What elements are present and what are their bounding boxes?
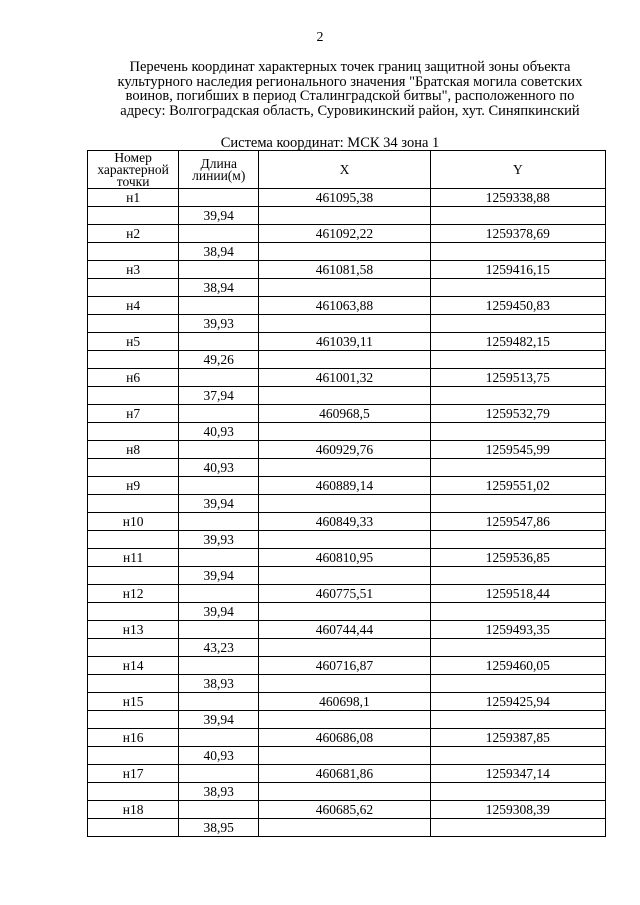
x-empty-cell: [259, 567, 430, 585]
table-row-length: [88, 387, 606, 405]
length-empty-cell: [179, 405, 259, 423]
point-id-cell: н3: [88, 261, 179, 279]
y-empty-cell: [430, 639, 605, 657]
table-row-length: [88, 459, 606, 477]
point-id-cell: н17: [88, 765, 179, 783]
header-text: точки: [116, 173, 150, 189]
y-empty-cell: [430, 567, 605, 585]
point-id-cell: н13: [88, 621, 179, 639]
header-x: X: [259, 151, 430, 189]
table-row-point: [88, 729, 606, 747]
line-length-cell: 38,93: [179, 783, 259, 801]
x-coordinate-cell: 460849,33: [259, 513, 430, 531]
y-empty-cell: [430, 495, 605, 513]
y-coordinate-cell: 1259547,86: [430, 513, 605, 531]
length-empty-cell: [179, 585, 259, 603]
length-empty-cell: [179, 261, 259, 279]
length-empty-cell: [179, 441, 259, 459]
point-empty-cell: [88, 243, 179, 261]
y-coordinate-cell: 1259493,35: [430, 621, 605, 639]
y-empty-cell: [430, 243, 605, 261]
table-row-point: [88, 693, 606, 711]
table-row-length: [88, 711, 606, 729]
table-row-length: [88, 315, 606, 333]
header-text: Длина: [200, 155, 237, 171]
line-length-cell: 43,23: [179, 639, 259, 657]
coordinate-system-caption: Система координат: МСК 34 зона 1: [220, 135, 440, 151]
point-empty-cell: [88, 639, 179, 657]
x-empty-cell: [259, 783, 430, 801]
point-empty-cell: [88, 423, 179, 441]
table-row-point: [88, 225, 606, 243]
x-empty-cell: [259, 387, 430, 405]
line-length-cell: 39,94: [179, 495, 259, 513]
table-row-point: [88, 189, 606, 207]
table-row-length: [88, 675, 606, 693]
y-empty-cell: [430, 315, 605, 333]
point-empty-cell: [88, 603, 179, 621]
length-empty-cell: [179, 801, 259, 819]
length-empty-cell: [179, 189, 259, 207]
line-length-cell: 38,94: [179, 243, 259, 261]
line-length-cell: 40,93: [179, 459, 259, 477]
table-row-length: [88, 531, 606, 549]
y-empty-cell: [430, 783, 605, 801]
x-empty-cell: [259, 207, 430, 225]
header-y: Y: [430, 151, 605, 189]
table-row-length: [88, 747, 606, 765]
point-empty-cell: [88, 459, 179, 477]
table-row-point: [88, 333, 606, 351]
table-row-length: [88, 819, 606, 837]
title-line: адресу: Волгоградская область, Суровикинский район, хут. Синяпкинский: [120, 102, 580, 119]
table-row-length: [88, 495, 606, 513]
x-coordinate-cell: 461081,58: [259, 261, 430, 279]
point-empty-cell: [88, 675, 179, 693]
y-empty-cell: [430, 207, 605, 225]
x-empty-cell: [259, 819, 430, 837]
x-coordinate-cell: 461001,32: [259, 369, 430, 387]
line-length-cell: 39,93: [179, 315, 259, 333]
point-empty-cell: [88, 495, 179, 513]
x-empty-cell: [259, 639, 430, 657]
length-empty-cell: [179, 765, 259, 783]
y-coordinate-cell: 1259378,69: [430, 225, 605, 243]
table-row-length: [88, 567, 606, 585]
line-length-cell: 40,93: [179, 423, 259, 441]
length-empty-cell: [179, 513, 259, 531]
line-length-cell: 39,94: [179, 711, 259, 729]
x-coordinate-cell: 461095,38: [259, 189, 430, 207]
length-empty-cell: [179, 693, 259, 711]
point-id-cell: н2: [88, 225, 179, 243]
title-line: воинов, погибших в период Сталинградской битвы", расположенного по: [125, 88, 575, 104]
point-id-cell: н11: [88, 549, 179, 567]
line-length-cell: 39,94: [179, 207, 259, 225]
length-empty-cell: [179, 657, 259, 675]
point-id-cell: н18: [88, 801, 179, 819]
table-row-length: [88, 207, 606, 225]
point-empty-cell: [88, 567, 179, 585]
y-coordinate-cell: 1259425,94: [430, 693, 605, 711]
x-coordinate-cell: 460681,86: [259, 765, 430, 783]
x-empty-cell: [259, 711, 430, 729]
x-coordinate-cell: 460686,08: [259, 729, 430, 747]
y-empty-cell: [430, 531, 605, 549]
y-empty-cell: [430, 747, 605, 765]
length-empty-cell: [179, 549, 259, 567]
table-row-point: [88, 297, 606, 315]
table-row-point: [88, 657, 606, 675]
y-coordinate-cell: 1259450,83: [430, 297, 605, 315]
length-empty-cell: [179, 333, 259, 351]
y-coordinate-cell: 1259482,15: [430, 333, 605, 351]
header-text: характерной: [97, 161, 169, 177]
table-row-length: [88, 423, 606, 441]
line-length-cell: 39,94: [179, 603, 259, 621]
line-length-cell: 39,93: [179, 531, 259, 549]
y-coordinate-cell: 1259338,88: [430, 189, 605, 207]
x-empty-cell: [259, 423, 430, 441]
y-coordinate-cell: 1259308,39: [430, 801, 605, 819]
line-length-cell: 38,93: [179, 675, 259, 693]
header-point-number: [88, 151, 179, 189]
x-empty-cell: [259, 531, 430, 549]
y-empty-cell: [430, 279, 605, 297]
document-title: [90, 60, 610, 118]
y-empty-cell: [430, 351, 605, 369]
point-empty-cell: [88, 819, 179, 837]
page-number: 2: [316, 30, 324, 45]
point-id-cell: н10: [88, 513, 179, 531]
x-coordinate-cell: 461063,88: [259, 297, 430, 315]
table-row-point: [88, 477, 606, 495]
point-empty-cell: [88, 531, 179, 549]
header-text: линии(м): [192, 167, 246, 183]
table-row-point: [88, 369, 606, 387]
table-row-point: [88, 261, 606, 279]
x-empty-cell: [259, 603, 430, 621]
table-row-length: [88, 279, 606, 297]
x-coordinate-cell: 460968,5: [259, 405, 430, 423]
table-header-row: [88, 151, 606, 189]
point-id-cell: н15: [88, 693, 179, 711]
length-empty-cell: [179, 369, 259, 387]
table-row-point: [88, 405, 606, 423]
coordinates-table-body: [88, 189, 606, 837]
x-empty-cell: [259, 675, 430, 693]
y-coordinate-cell: 1259416,15: [430, 261, 605, 279]
y-empty-cell: [430, 459, 605, 477]
point-id-cell: н14: [88, 657, 179, 675]
y-empty-cell: [430, 603, 605, 621]
point-empty-cell: [88, 747, 179, 765]
x-empty-cell: [259, 747, 430, 765]
length-empty-cell: [179, 225, 259, 243]
x-coordinate-cell: 460716,87: [259, 657, 430, 675]
line-length-cell: 38,94: [179, 279, 259, 297]
title-line: Перечень координат характерных точек границ защитной зоны объекта: [129, 59, 571, 75]
y-coordinate-cell: 1259518,44: [430, 585, 605, 603]
y-coordinate-cell: 1259460,05: [430, 657, 605, 675]
y-empty-cell: [430, 387, 605, 405]
point-id-cell: н16: [88, 729, 179, 747]
x-coordinate-cell: 460685,62: [259, 801, 430, 819]
y-coordinate-cell: 1259513,75: [430, 369, 605, 387]
point-id-cell: н4: [88, 297, 179, 315]
line-length-cell: 38,95: [179, 819, 259, 837]
y-empty-cell: [430, 711, 605, 729]
x-empty-cell: [259, 243, 430, 261]
table-row-point: [88, 585, 606, 603]
y-coordinate-cell: 1259532,79: [430, 405, 605, 423]
y-coordinate-cell: 1259387,85: [430, 729, 605, 747]
y-coordinate-cell: 1259536,85: [430, 549, 605, 567]
point-empty-cell: [88, 315, 179, 333]
x-empty-cell: [259, 315, 430, 333]
point-id-cell: н12: [88, 585, 179, 603]
table-row-length: [88, 783, 606, 801]
y-empty-cell: [430, 819, 605, 837]
x-empty-cell: [259, 459, 430, 477]
x-coordinate-cell: 460775,51: [259, 585, 430, 603]
x-coordinate-cell: 460698,1: [259, 693, 430, 711]
y-empty-cell: [430, 423, 605, 441]
table-row-length: [88, 639, 606, 657]
point-id-cell: н1: [88, 189, 179, 207]
table-row-length: [88, 351, 606, 369]
header-line-length: [179, 151, 259, 189]
table-row-point: [88, 765, 606, 783]
y-empty-cell: [430, 675, 605, 693]
title-line: культурного наследия регионального значения "Братская могила советских: [117, 73, 583, 90]
table-row-point: [88, 513, 606, 531]
x-empty-cell: [259, 495, 430, 513]
header-text: Номер: [114, 149, 152, 165]
line-length-cell: 39,94: [179, 567, 259, 585]
table-row-length: [88, 243, 606, 261]
point-empty-cell: [88, 783, 179, 801]
length-empty-cell: [179, 297, 259, 315]
y-coordinate-cell: 1259545,99: [430, 441, 605, 459]
line-length-cell: 37,94: [179, 387, 259, 405]
length-empty-cell: [179, 729, 259, 747]
coordinates-table: [87, 150, 606, 837]
y-coordinate-cell: 1259347,14: [430, 765, 605, 783]
point-id-cell: н8: [88, 441, 179, 459]
line-length-cell: 40,93: [179, 747, 259, 765]
point-id-cell: н9: [88, 477, 179, 495]
x-coordinate-cell: 460929,76: [259, 441, 430, 459]
table-row-point: [88, 801, 606, 819]
line-length-cell: 49,26: [179, 351, 259, 369]
point-empty-cell: [88, 711, 179, 729]
point-id-cell: н5: [88, 333, 179, 351]
x-coordinate-cell: 460889,14: [259, 477, 430, 495]
point-empty-cell: [88, 387, 179, 405]
point-id-cell: н6: [88, 369, 179, 387]
point-empty-cell: [88, 351, 179, 369]
x-empty-cell: [259, 279, 430, 297]
table-row-point: [88, 441, 606, 459]
table-row-point: [88, 549, 606, 567]
point-id-cell: н7: [88, 405, 179, 423]
point-empty-cell: [88, 207, 179, 225]
x-coordinate-cell: 460810,95: [259, 549, 430, 567]
table-row-length: [88, 603, 606, 621]
length-empty-cell: [179, 621, 259, 639]
x-coordinate-cell: 460744,44: [259, 621, 430, 639]
x-coordinate-cell: 461039,11: [259, 333, 430, 351]
point-empty-cell: [88, 279, 179, 297]
length-empty-cell: [179, 477, 259, 495]
y-coordinate-cell: 1259551,02: [430, 477, 605, 495]
x-empty-cell: [259, 351, 430, 369]
x-coordinate-cell: 461092,22: [259, 225, 430, 243]
table-row-point: [88, 621, 606, 639]
